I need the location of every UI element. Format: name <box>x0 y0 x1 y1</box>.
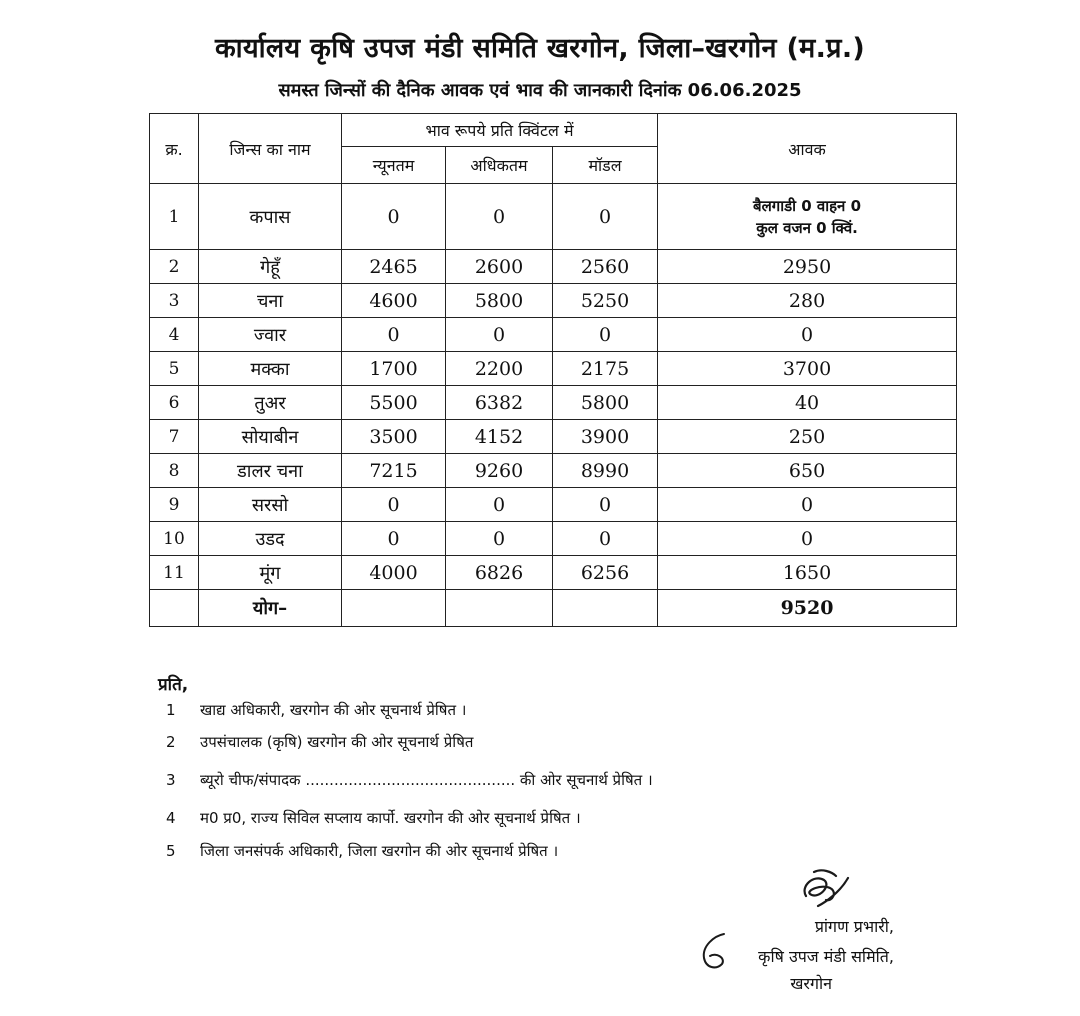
table-row <box>150 454 957 488</box>
row-max: 9260 <box>446 454 553 488</box>
row-max: 6826 <box>446 556 553 590</box>
row-name: सरसो <box>199 488 342 522</box>
header-min: न्यूनतम <box>342 147 446 184</box>
row-name: मक्का <box>199 352 342 386</box>
row-sn: 9 <box>150 488 199 522</box>
signatory-designation: प्रांगण प्रभारी, <box>814 917 894 936</box>
row-arrival: 0 <box>658 318 957 352</box>
total-sn-empty <box>150 590 199 627</box>
row-arrival: 1650 <box>658 556 957 590</box>
copy-to-heading: प्रति, <box>158 675 189 695</box>
total-label: योग– <box>199 590 342 627</box>
row-arrival: 0 <box>658 488 957 522</box>
total-arrival: 9520 <box>658 590 957 627</box>
office-title: कार्यालय कृषि उपज मंडी समिति खरगोन, जिला–खरगोन (म.प्र.) <box>214 33 866 64</box>
total-row <box>150 590 957 627</box>
row-name: डालर चना <box>199 454 342 488</box>
table-row <box>150 184 957 250</box>
row-name: उडद <box>199 522 342 556</box>
arrival-weight: कुल वजन 0 क्विं. <box>756 218 858 237</box>
row-sn: 4 <box>150 318 199 352</box>
copy-item-num: 1 <box>166 701 176 719</box>
row-arrival: 250 <box>658 420 957 454</box>
copy-item-text: खाद्य अधिकारी, खरगोन की ओर सूचनार्थ प्रेषित । <box>200 701 467 719</box>
copy-item <box>166 808 581 828</box>
table-row <box>150 522 957 556</box>
row-max: 0 <box>446 522 553 556</box>
copy-item-text: ब्यूरो चीफ/संपादक ............................................ की ओर सूचनार्थ प्रेषित । <box>200 771 653 789</box>
row-sn: 3 <box>150 284 199 318</box>
table-row <box>150 488 957 522</box>
row-arrival: 40 <box>658 386 957 420</box>
report-subtitle: समस्त जिन्सों की दैनिक आवक एवं भाव की जानकारी दिनांक 06.06.2025 <box>278 80 802 101</box>
copy-item-num: 2 <box>166 733 176 751</box>
copy-item-text: उपसंचालक (कृषि) खरगोन की ओर सूचनार्थ प्रेषित <box>200 733 474 751</box>
row-max: 2200 <box>446 352 553 386</box>
total-min-empty <box>342 590 446 627</box>
row-min: 3500 <box>342 420 446 454</box>
row-modal: 0 <box>553 522 658 556</box>
row-arrival: 280 <box>658 284 957 318</box>
row-name: कपास <box>199 184 342 250</box>
row-max: 5800 <box>446 284 553 318</box>
row-min: 7215 <box>342 454 446 488</box>
total-modal-empty <box>553 590 658 627</box>
row-max: 2600 <box>446 250 553 284</box>
row-name: तुअर <box>199 386 342 420</box>
row-modal: 3900 <box>553 420 658 454</box>
table-row <box>150 556 957 590</box>
row-min: 1700 <box>342 352 446 386</box>
copy-item-text: म0 प्र0, राज्य सिविल सप्लाय कार्पो. खरगोन की ओर सूचनार्थ प्रेषित । <box>200 809 581 827</box>
initial-mark <box>696 928 732 974</box>
row-sn: 10 <box>150 522 199 556</box>
header-max: अधिकतम <box>446 147 553 184</box>
row-min: 0 <box>342 488 446 522</box>
copy-item <box>166 770 653 790</box>
row-name: मूंग <box>199 556 342 590</box>
row-arrival: 650 <box>658 454 957 488</box>
row-min: 0 <box>342 184 446 250</box>
row-modal: 8990 <box>553 454 658 488</box>
row-max: 0 <box>446 184 553 250</box>
row-modal: 5250 <box>553 284 658 318</box>
table-row <box>150 386 957 420</box>
row-name: गेहूँ <box>199 250 342 284</box>
table-row <box>150 250 957 284</box>
row-max: 0 <box>446 318 553 352</box>
row-max: 0 <box>446 488 553 522</box>
row-sn: 1 <box>150 184 199 250</box>
signatory-place: खरगोन <box>790 974 832 993</box>
signature-mark <box>796 866 856 912</box>
row-sn: 6 <box>150 386 199 420</box>
row-modal: 0 <box>553 318 658 352</box>
row-arrival: 2950 <box>658 250 957 284</box>
row-sn: 5 <box>150 352 199 386</box>
header-sn: क्र. <box>150 114 199 184</box>
table-row <box>150 420 957 454</box>
signatory-office: कृषि उपज मंडी समिति, <box>758 947 894 966</box>
row-min: 4600 <box>342 284 446 318</box>
row-min: 5500 <box>342 386 446 420</box>
rates-table <box>149 113 957 627</box>
arrival-vehicles: बैलगाडी 0 वाहन 0 <box>753 196 862 215</box>
table-row <box>150 352 957 386</box>
row-modal: 2560 <box>553 250 658 284</box>
copy-item <box>166 700 466 720</box>
header-commodity-name: जिन्स का नाम <box>199 114 342 184</box>
copy-item-num: 5 <box>166 842 176 860</box>
row-modal: 5800 <box>553 386 658 420</box>
row-min: 0 <box>342 318 446 352</box>
total-max-empty <box>446 590 553 627</box>
row-sn: 7 <box>150 420 199 454</box>
row-sn: 11 <box>150 556 199 590</box>
table-row <box>150 284 957 318</box>
header-arrival: आवक <box>658 114 957 184</box>
row-name: ज्वार <box>199 318 342 352</box>
row-arrival: 0 <box>658 522 957 556</box>
row-modal: 0 <box>553 488 658 522</box>
header-modal: मॉडल <box>553 147 658 184</box>
copy-item-num: 4 <box>166 809 176 827</box>
table-row <box>150 318 957 352</box>
row-min: 2465 <box>342 250 446 284</box>
copy-item-num: 3 <box>166 771 176 789</box>
row-arrival <box>658 184 957 250</box>
row-name: सोयाबीन <box>199 420 342 454</box>
row-arrival: 3700 <box>658 352 957 386</box>
row-name: चना <box>199 284 342 318</box>
copy-item-text: जिला जनसंपर्क अधिकारी, जिला खरगोन की ओर सूचनार्थ प्रेषित । <box>200 842 559 860</box>
row-max: 4152 <box>446 420 553 454</box>
row-modal: 6256 <box>553 556 658 590</box>
row-modal: 0 <box>553 184 658 250</box>
row-max: 6382 <box>446 386 553 420</box>
row-min: 4000 <box>342 556 446 590</box>
row-modal: 2175 <box>553 352 658 386</box>
row-sn: 2 <box>150 250 199 284</box>
copy-item <box>166 841 558 861</box>
row-min: 0 <box>342 522 446 556</box>
header-price-group: भाव रूपये प्रति क्विंटल में <box>342 114 658 147</box>
copy-item <box>166 732 473 752</box>
row-sn: 8 <box>150 454 199 488</box>
